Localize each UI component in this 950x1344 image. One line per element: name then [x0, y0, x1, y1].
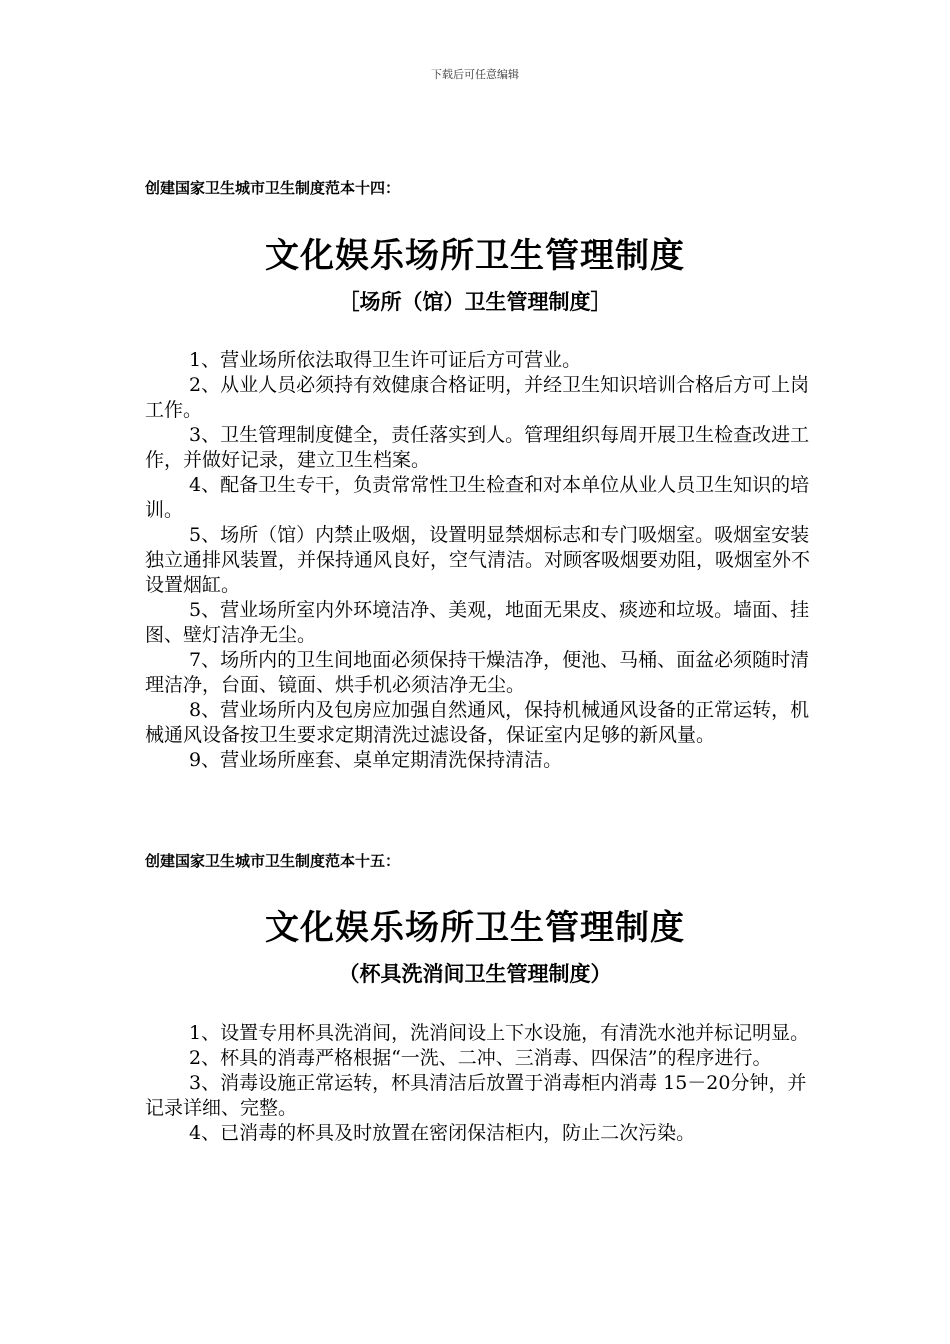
section-label-14: 创建国家卫生城市卫生制度范本十四： — [145, 179, 401, 197]
paragraph: 5、场所（馆）内禁止吸烟，设置明显禁烟标志和专门吸烟室。吸烟室安装独立通排风装置，并保持通风良好，空气清洁。对顾客吸烟要劝阻，吸烟室外不设置烟缸。 — [145, 524, 811, 596]
paragraph: 9、营业场所座套、桌单定期清洗保持清洁。 — [189, 749, 563, 771]
doc-title-2: 文化娱乐场所卫生管理制度 — [265, 908, 685, 948]
paragraph: 2、杯具的消毒严格根据“一洗、二冲、三消毒、四保洁”的程序进行。 — [189, 1047, 772, 1069]
paragraph: 7、场所内的卫生间地面必须保持干燥洁净，便池、马桶、面盆必须随时清理洁净，台面、镜面、烘手机必须洁净无尘。 — [145, 649, 810, 696]
doc-title-1: 文化娱乐场所卫生管理制度 — [265, 236, 685, 276]
section2-body — [145, 1021, 815, 1146]
paragraph: 3、卫生管理制度健全，责任落实到人。管理组织每周开展卫生检查改进工作，并做好记录，建立卫生档案。 — [145, 424, 810, 471]
paragraph: 2、从业人员必须持有效健康合格证明，并经卫生知识培训合格后方可上岗工作。 — [145, 374, 810, 421]
doc-subtitle-1: ［场所（馆）卫生管理制度］ — [338, 289, 612, 314]
paragraph: 5、营业场所室内外环境洁净、美观，地面无果皮、痰迹和垃圾。墙面、挂图、壁灯洁净无尘。 — [145, 599, 810, 646]
paragraph: 1、设置专用杯具洗消间，洗消间设上下水设施，有清洗水池并标记明显。 — [189, 1022, 810, 1044]
paragraph: 8、营业场所内及包房应加强自然通风，保持机械通风设备的正常运转，机械通风设备按卫生要求定期清洗过滤设备，保证室内足够的新风量。 — [145, 699, 810, 746]
paragraph: 4、已消毒的杯具及时放置在密闭保洁柜内，防止二次污染。 — [189, 1122, 696, 1144]
paragraph: 3、消毒设施正常运转，杯具清洁后放置于消毒柜内消毒 15－20分钟，并记录详细、完整。 — [145, 1072, 807, 1119]
paragraph: 1、营业场所依法取得卫生许可证后方可营业。 — [189, 349, 582, 371]
section1-body — [145, 348, 815, 773]
section-label-15: 创建国家卫生城市卫生制度范本十五： — [145, 852, 401, 870]
paragraph: 4、配备卫生专干，负责常常性卫生检查和对本单位从业人员卫生知识的培训。 — [145, 474, 810, 521]
doc-subtitle-2: （杯具洗消间卫生管理制度） — [338, 961, 612, 986]
header-note: 下载后可任意编辑 — [431, 68, 519, 81]
